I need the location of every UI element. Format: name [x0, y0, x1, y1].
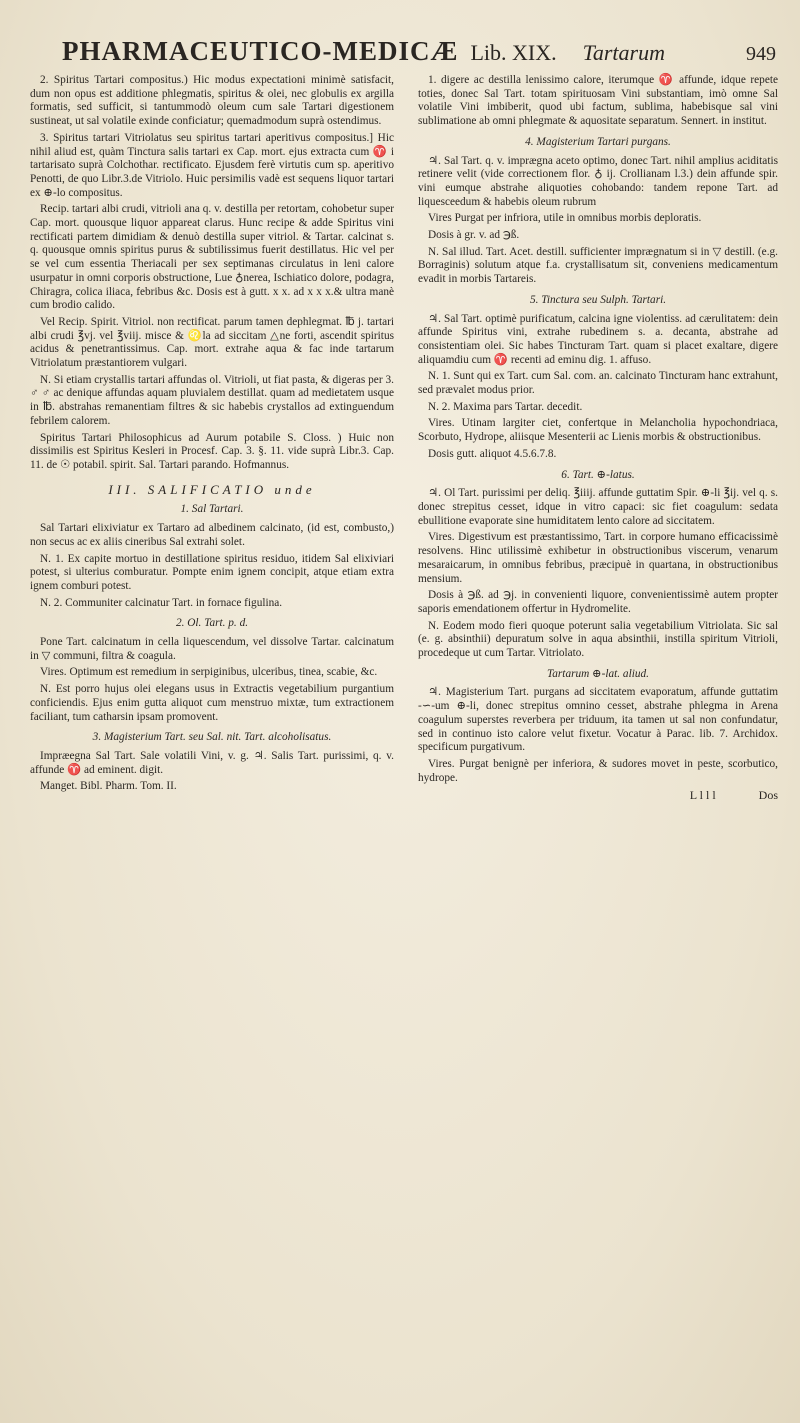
- catchword: Dos: [758, 788, 778, 803]
- page-footer: [418, 789, 778, 803]
- paragraph: N. Si etiam crystallis tartari affundas ol. Vitrioli, ut fiat pasta, & digeras per 3. ♂ ♂ ac denique affundas aquam pluvialem destillat. quam ad medietatem usque in ℔. abstrahas remanentiam filtres & sic habebis crystallos ad extinguendum febrilem calorem.: [30, 373, 394, 427]
- paragraph: ♃. Magisterium Tart. purgans ad siccitatem evaporatum, affunde guttatim -∽-um ⊕-li, donec strepitus omnino cesset, abstrahe phlegma in Arena coagulum superstes reverbera per triduum, ita tamen ut sal non confundatur, sed in continuo isto calore velut fixetur. Vocatur à Parac. lib. 7. Archidox. specificum purgativum.: [418, 686, 778, 754]
- paragraph: Vires Purgat per infriora, utile in omnibus morbis deploratis.: [428, 212, 702, 225]
- running-head: [62, 36, 782, 70]
- section-heading: 3. Magisterium Tart. seu Sal. nit. Tart. alcoholisatus.: [92, 731, 332, 744]
- paragraph: 2. Spiritus Tartari compositus.) Hic modus expectationi minimè satisfacit, dum non opus est additione phlegmatis, spiritus & olei, nec globulis ex argilla formatis, sed sufficit, si tantummodò oleum cum sale Tartari digestionem sustineat, ut sal volatile exinde conficiatur; quemadmodum suprà ostendimus.: [30, 74, 394, 128]
- running-head-title: PHARMACEUTICO-MEDICÆ: [62, 36, 459, 66]
- paragraph: Manget. Bibl. Pharm. Tom. II.: [40, 780, 177, 793]
- paragraph: Vel Recip. Spirit. Vitriol. non rectificat. parum tamen dephlegmat. ℔ j. tartari albi crudi ℥vj. vel ℥viij. misce & ♌la ad siccitam △ne forti, ascendit spiritus acidus & penetrantissimus. Cap. mort. extrahe aqua & fac inde tartarum Vitriolatum præstantiorem vulgari.: [30, 315, 394, 370]
- paragraph: 3. Spiritus tartari Vitriolatus seu spiritus tartari aperitivus compositus.] Hic nihil aliud est, quàm Tinctura salis tartari ex Cap. mort. ejus extracta cum ♈ i tartarisato suprà Colchothar. rectificato. Ejusdem ferè virtutis cum sp. aperitivo Penotti, de quo Libr.3.de Vitriolo. Huic persimilis vadè est sequens liquor tartari ex ⊕-lo compositus.: [30, 131, 394, 199]
- paragraph: N. Sal illud. Tart. Acet. destill. sufficienter imprægnatum si in ▽ destill. (e.g. Borraginis) solutum atque f.a. crystallisatum sit, conveniens medicamentum evadit in morbis Tartareis.: [418, 245, 778, 286]
- right-text-column: [418, 74, 778, 803]
- paragraph: ♃. Sal Tart. q. v. imprægna aceto optimo, donec Tart. nihil amplius aciditatis retinere velit (vide correctionem flor. ♁ ij. Crollianam l.3.) dein affunde spir. vini eumque abstrahe aliquoties cohobando: tandem repone Tart. ad liquesceedum & habebis oleum rubrum: [418, 154, 778, 208]
- paragraph: N. Est porro hujus olei elegans usus in Extractis vegetabilium purgantium conficiendis. Ejus enim gutta aliquot cum menstruo mixtæ, tum extractionem faciliant, tum catharsin ipsam promovent.: [30, 683, 394, 723]
- paragraph: Dosis gutt. aliquot 4.5.6.7.8.: [428, 447, 557, 460]
- running-head-book: Lib. XIX.: [470, 40, 557, 65]
- paragraph: N. 1. Sunt qui ex Tart. cum Sal. com. an. calcinato Tincturam hanc extrahunt, sed prævalet modus prior.: [418, 370, 778, 397]
- section-heading: 6. Tart. ⊕-latus.: [561, 468, 635, 481]
- paragraph: Dosis à ℈ß. ad ℈j. in convenienti liquore, convenientissimè autem propter saporis emendationem offertur in Hydromelite.: [418, 589, 778, 615]
- left-text-column: [30, 74, 394, 797]
- section-heading: 4. Magisterium Tartari purgans.: [525, 135, 671, 148]
- paragraph: ♃. Sal Tart. optimè purificatum, calcina igne violentiss. ad cærulitatem: dein affunde Spiritus vini, extrahe rubedinem s. a. decanta, abstrahe ad consistentiam olei. Sic habes Tincturam Tart. quam si placet exaltare, digere aliquamdiu cum ♈ recenti ad eminu dig. 1. affuso.: [418, 312, 778, 366]
- paragraph: 1. digere ac destilla lenissimo calore, iterumque ♈ affunde, idque repete toties, donec Sal Tart. totam spirituosam Vini substantiam, imò omne Sal volatile Vini imbiberit, quod ubi factum, sublima, habebisque sal vini sublimatione ab omni phlegmate & aquositate separatum. Sennert. in institut.: [418, 74, 778, 128]
- paragraph: N. 2. Communiter calcinatur Tart. in fornace figulina.: [40, 596, 283, 609]
- section-heading: III. SALIFICATIO unde: [108, 481, 316, 497]
- page-number: 949: [746, 43, 776, 65]
- section-heading: 1. Sal Tartari.: [180, 503, 244, 516]
- running-head-section: Tartarum: [582, 40, 665, 65]
- paragraph: Vires. Utinam largiter ciet, confertque in Melancholia hypochondriaca, Scorbuto, Hydrope, aliisque Mesenterii ac Lienis morbis & obstructionibus.: [418, 417, 778, 444]
- paragraph: Sal Tartari elixiviatur ex Tartaro ad albedinem calcinato, (id est, combusto,) non secus ac ex aliis cineribus Sal extrahi solet.: [30, 522, 394, 548]
- section-heading: 2. Ol. Tart. p. d.: [175, 617, 249, 630]
- paragraph: ♃. Ol Tart. purissimi per deliq. ℥iiij. affunde guttatim Spir. ⊕-li ℥ij. vel q. s. donec strepitus cesset, idque in vitro capaci: sic fiet coagulum: sedata ebullitione evaporate sine humiditatem lento calore ad siccitatem.: [418, 487, 778, 527]
- paragraph: Recip. tartari albi crudi, vitrioli ana q. v. destilla per retortam, cohobetur super Cap. mort. quousque liquor appareat clarus. Hunc recipe & adde Spiritus vini rectificati partem dimidiam & denuò destilla super vitriol. & Tartar. calcinat s. q. quousque omnis spiritus purus & subtilissimus fuerit destillatus. Hic vel per se vel cum essentia Theriacali per sex septimanas circulatus in leni calore usurpatur in omni corporis obstructione, Lue ♁nerea, Ischiatico dolore, podagra, Chiragra, colica iliaca, febribus &c. Dosis est à gutt. x x. ad x x x.& ultra manè cum brodio calido.: [30, 203, 394, 312]
- paragraph: Impræegna Sal Tart. Sale volatili Vini, v. g. ♃. Salis Tart. purissimi, q. v. affunde ♈ ad eminent. digit.: [30, 749, 394, 776]
- signature-mark: L l l l: [689, 788, 716, 803]
- paragraph: Vires. Digestivum est præstantissimo, Tart. in corpore humano efficacissimè resolvens. Hinc utilissimè exhibetur in obstructionibus viscerum, venarum mesaraicarum, in omnibus febribus, præcipuè in quartana, in obstructionibus mensium.: [418, 531, 778, 585]
- paragraph: Spiritus Tartari Philosophicus ad Aurum potabile S. Closs. ) Huic non dissimilis est Spiritus Kesleri in Procesf. Cap. 3. §. 11. vide suprà Libr.3. Cap. 11. de ☉ potabil. spirit. Sal. Tartari parando. Hofmannus.: [30, 431, 394, 471]
- paragraph: N. 2. Maxima pars Tartar. decedit.: [428, 400, 583, 413]
- paragraph: Dosis à gr. v. ad ℈ß.: [428, 229, 520, 242]
- paragraph: N. Eodem modo fieri quoque poterunt salia vegetabilium Vitriolata. Sic sal (e. g. absinthii) depuratum solve in aqua absinthii, instilla spiritum Vitrioli, procedeque ut cum Tartar. Vitriolato.: [418, 619, 778, 660]
- paragraph: Pone Tart. calcinatum in cella liquescendum, vel dissolve Tartar. calcinatum in ▽ communi, filtra & coagula.: [30, 636, 394, 662]
- section-heading: 5. Tinctura seu Sulph. Tartari.: [529, 293, 667, 306]
- paragraph: Vires. Optimum est remedium in serpiginibus, ulceribus, tinea, scabie, &c.: [40, 666, 378, 679]
- paragraph: N. 1. Ex capite mortuo in destillatione spiritus residuo, itidem Sal elixiviari potest, si ulterius comburatur. Pompte enim ignem concipit, atque etiam extra ignem comburi potest.: [30, 552, 394, 592]
- section-heading: Tartarum ⊕-lat. aliud.: [547, 667, 649, 680]
- paragraph: Vires. Purgat benignè per inferiora, & sudores movet in peste, scorbutico, hydrope.: [418, 757, 778, 784]
